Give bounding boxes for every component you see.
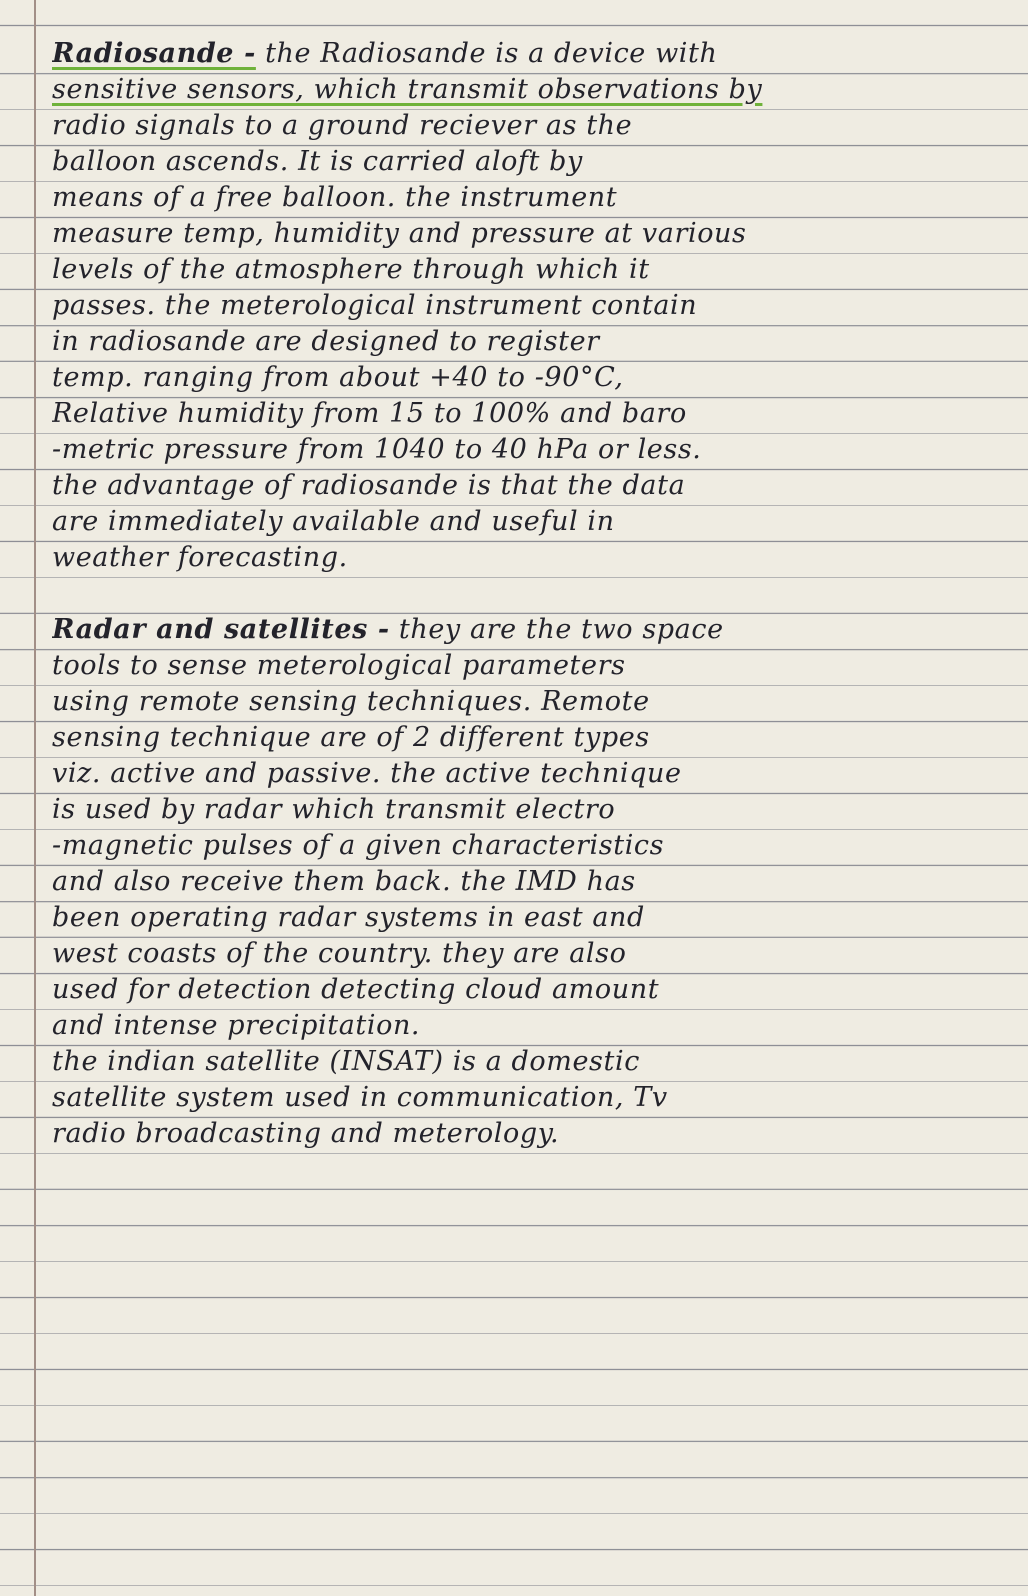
text-line: is used by radar which transmit electro bbox=[52, 794, 616, 825]
text-line: Radar and satellites - they are the two space bbox=[52, 614, 724, 645]
text-line: in radiosande are designed to register bbox=[52, 326, 600, 357]
text-line: using remote sensing techniques. Remote bbox=[52, 686, 650, 717]
text-line: sensing technique are of 2 different types bbox=[52, 722, 650, 753]
section-heading-radar: Radar and satellites - bbox=[52, 614, 390, 645]
text-line: balloon ascends. It is carried aloft by bbox=[52, 146, 583, 177]
text-line: means of a free balloon. the instrument bbox=[52, 182, 618, 213]
text-line: -metric pressure from 1040 to 40 hPa or less. bbox=[52, 434, 702, 465]
text-line: temp. ranging from about +40 to -90°C, bbox=[52, 362, 624, 393]
text-line: used for detection detecting cloud amount bbox=[52, 974, 660, 1005]
text-line: sensitive sensors, which transmit observations by bbox=[52, 74, 763, 105]
text-line: levels of the atmosphere through which it bbox=[52, 254, 650, 285]
text-line: Radiosande - the Radiosande is a device with bbox=[52, 38, 718, 69]
text-line: weather forecasting. bbox=[52, 542, 348, 573]
text-line: viz. active and passive. the active technique bbox=[52, 758, 682, 789]
text-line: the advantage of radiosande is that the data bbox=[52, 470, 686, 501]
section-heading-radiosande: Radiosande - bbox=[52, 38, 256, 69]
text-line: are immediately available and useful in bbox=[52, 506, 615, 537]
paragraph-gap bbox=[52, 576, 1002, 612]
text-line: satellite system used in communication, Tv bbox=[52, 1082, 668, 1113]
text-line: and also receive them back. the IMD has bbox=[52, 866, 636, 897]
text-line: the indian satellite (INSAT) is a domestic bbox=[52, 1046, 640, 1077]
text-line: -magnetic pulses of a given characteristics bbox=[52, 830, 665, 861]
handwritten-notes bbox=[52, 36, 1002, 1152]
margin-line bbox=[34, 0, 36, 1596]
text-line: radio signals to a ground reciever as the bbox=[52, 110, 633, 141]
text-line: west coasts of the country. they are also bbox=[52, 938, 627, 969]
text-line: Relative humidity from 15 to 100% and baro bbox=[52, 398, 687, 429]
text-line: and intense precipitation. bbox=[52, 1010, 421, 1041]
text-line: been operating radar systems in east and bbox=[52, 902, 645, 933]
text-line: tools to sense meterological parameters bbox=[52, 650, 626, 681]
text-line: passes. the meterological instrument contain bbox=[52, 290, 698, 321]
text-line: measure temp, humidity and pressure at various bbox=[52, 218, 747, 249]
text-line: radio broadcasting and meterology. bbox=[52, 1118, 560, 1149]
